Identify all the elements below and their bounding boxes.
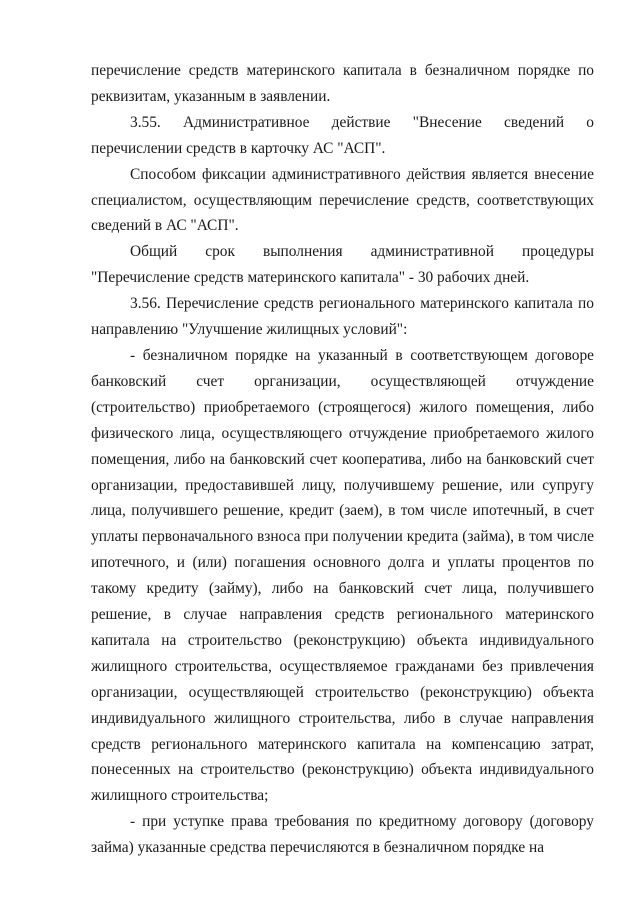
paragraph-cashless-transfer: - безналичном порядке на указанный в соответствующем договоре банковский счет организации, осуществляющей отчуждение (строительство) приобретаемого (строящегося) жилого помещения, либо физического лица, осуществляющего отчуждение приобретаемого жилого помещения, либо на банковский счет кооператива, либо на банковский счет организации, предоставившей лицу, получившему решение, или супругу лица, получившего решение, кредит (заем), в том числе ипотечный, в счет уплаты первоначального взноса при получении кредита (займа), в том числе ипотечного, и (или) погашения основного долга и уплаты процентов по такому кредиту (займу), либо на банковский счет лица, получившего решение, в случае направления средств регионального материнского капитала на строительство (реконструкцию) объекта индивидуального жилищного строительства, осуществляемое гражданами без привлечения организации, осуществляющей строительство (реконструкцию) объекта индивидуального жилищного строительства, либо в случае направления средств регионального материнского капитала на компенсацию затрат, понесенных на строительство (реконструкцию) объекта индивидуального жилищного строительства; bbox=[91, 346, 594, 805]
paragraph-3-56: 3.56. Перечисление средств регионального материнского капитала по направлению "Улучшение жилищных условий": bbox=[91, 295, 594, 339]
paragraph-continuation: перечисление средств материнского капитала в безналичном порядке по реквизитам, указанным в заявлении. bbox=[91, 62, 594, 105]
paragraph-fixation-method: Способом фиксации административного действия является внесение специалистом, осуществляющим перечисление средств, соответствующих сведений в АС "АСП". bbox=[91, 165, 594, 235]
paragraph-total-term: Общий срок выполнения административной процедуры "Перечисление средств материнского капитала" - 30 рабочих дней. bbox=[91, 243, 594, 287]
paragraph-3-55: 3.55. Административное действие "Внесение сведений о перечислении средств в карточку АС "АСП". bbox=[91, 113, 594, 157]
paragraph-assignment-of-claim: - при уступке права требования по кредитному договору (договору займа) указанные средства перечисляются в безналичном порядке на bbox=[91, 813, 594, 857]
